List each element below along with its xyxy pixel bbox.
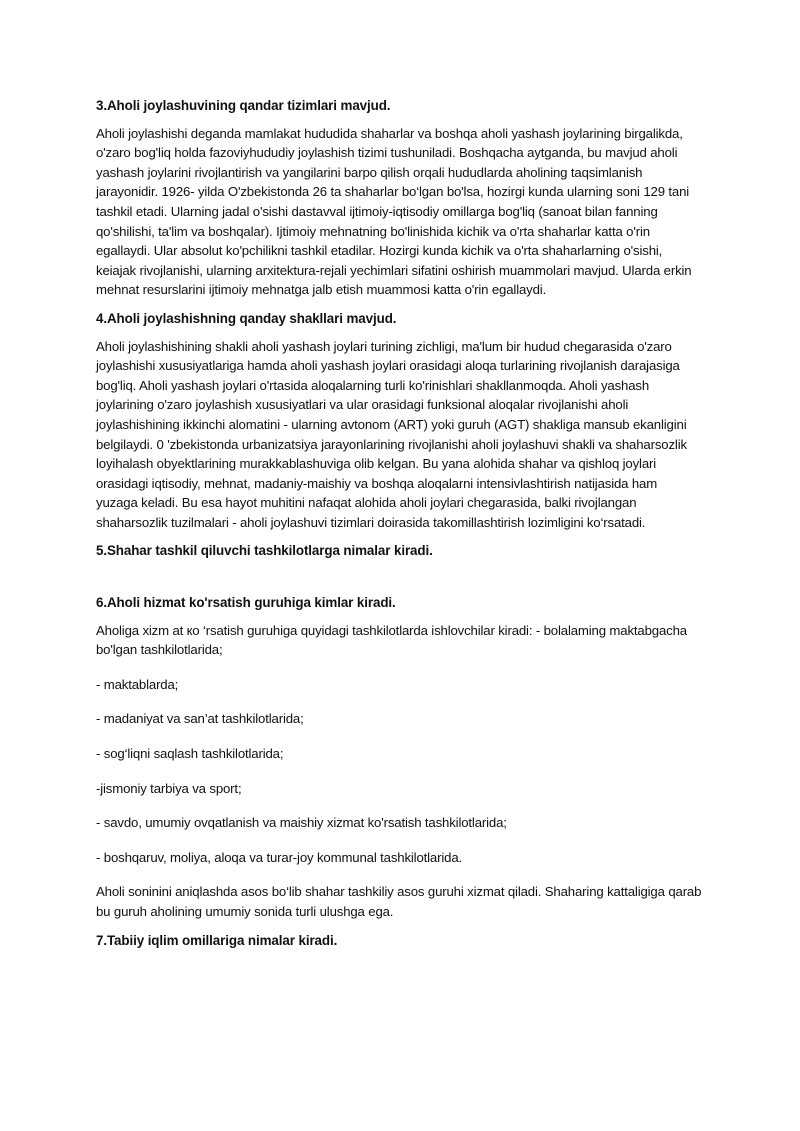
list-item: - boshqaruv, moliya, aloqa va turar-joy kommunal tashkilotlarida. (96, 849, 463, 865)
list-item: - madaniyat va san’at tashkilotlarida; (96, 711, 304, 727)
section-3-heading: 3.Aholi joylashuvining qandar tizimlari mavjud. (96, 98, 391, 113)
empty-gap (96, 569, 702, 593)
section-4-heading: 4.Aholi joylashishning qanday shakllari mavjud. (96, 310, 397, 326)
section-3-body: Aholi joylashishi deganda mamlakat hududida shaharlar va boshqa aholi yashash joylarining birgalikda, o'zaro bog'liq holda fazoviyhududiy joylashish tizimi tushuniladi. Boshqacha aytganda, bu mavjud aholi yashash joylarini rivojlantirish va yangilarini barpo qilish orqali hududlarda aholining taqsimlanish jarayonidir. 1926- yilda O'zbekistonda 26 ta shaharlar bo‘lgan bo'lsa, hozirgi kunda ularning soni 129 tani tashkil etadi. Ularning jadal o'sishi dastavval ijtimoiy-iqtisodiy omillarga bog'liq (sanoat bilan fanning qo'shilishi, ta'lim va boshqalar). Ijtimoiy mehnatning bo'linishida kichik va o'rta shaharlar katta o'rin egallaydi. Ular absolut ko'pchilikni tashkil etadilar. Hozirgi kunda kichik va o'rta shaharlarning o'sishi, keiajak rivojlanishi, ularning arxitektura-rejali yechimlari sifatini oshirish muammolari mavjud. Ularda erkin mehnat resurslarini ijtimoiy mehnatga jalb etish muammosi katta o'rin egallaydi. (96, 125, 692, 298)
document-content (96, 96, 702, 958)
section-6-closing: Aholi soninini aniqlashda asos bo‘lib shahar tashkiliy asos guruhi xizmat qiladi. Shaharing kattaligiga qarab bu guruh aholining umumiy sonida turli ulushga ega. (96, 884, 702, 919)
list-item: - sog‘liqni saqlash tashkilotlarida; (96, 746, 284, 762)
list-item: -jismoniy tarbiya va sport; (96, 780, 242, 796)
section-4-body: Aholi joylashishining shakli aholi yashash joylari turining zichligi, ma'lum bir hudud chegarasida o'zaro joylashishi xususiyatlariga hamda aholi yashash joylari orasidagi aloqa turlarining rivojlanish darajasiga bog'liq. Aholi yashash joylari o'rtasida aloqalarning turli ko'rinishlari shakllanmoqda. Aholi yashash joylarining o'zaro joylashish xususiyatlari va ular orasidagi funksional aloqalar rivojlanishi aholi joylashishining ikkinchi alomatini - ularning avtonom (ART) yoki guruh (AGT) shakliga mansub ekanligini belgilaydi. 0 'zbekistonda urbanizatsiya jarayonlarining rivojlanishi aholi joylashuvi shakli va shaharsozlik loyihalash obyektlarining murakkablashuviga olib kelgan. Bu yana alohida shahar va qishloq joylari orasidagi iqtisodiy, mehnat, madaniy-maishiy va boshqa aloqalarni intensivlashtirish natijasida ham yuzaga keladi. Bu esa hayot muhitini nafaqat alohida aholi joylari chegarasida, balki rivojlangan shaharsozlik tuzilmalari - aholi joylashuvi tizimlari doirasida takomillashtirish lozimligini ko‘rsatadi. (96, 338, 687, 530)
list-item: - savdo, umumiy ovqatlanish va maishiy xizmat ko'rsatish tashkilotlarida; (96, 815, 507, 831)
section-6-intro: Aholiga xizm at кo ‘rsatish guruhiga quyidagi tashkilotlarda ishlovchilar kiradi: - bolalaming maktabgacha bo'lgan tashkilotlarida; (96, 622, 687, 658)
section-5-heading: 5.Shahar tashkil qiluvchi tashkilotlarga nimalar kiradi. (96, 543, 433, 559)
list-item: - maktablarda; (96, 676, 179, 692)
section-7-heading: 7.Tabiiy iqlim omillariga nimalar kiradi. (96, 932, 338, 948)
section-6-heading: 6.Aholi hizmat ko'rsatish guruhiga kimlar kiradi. (96, 595, 396, 611)
